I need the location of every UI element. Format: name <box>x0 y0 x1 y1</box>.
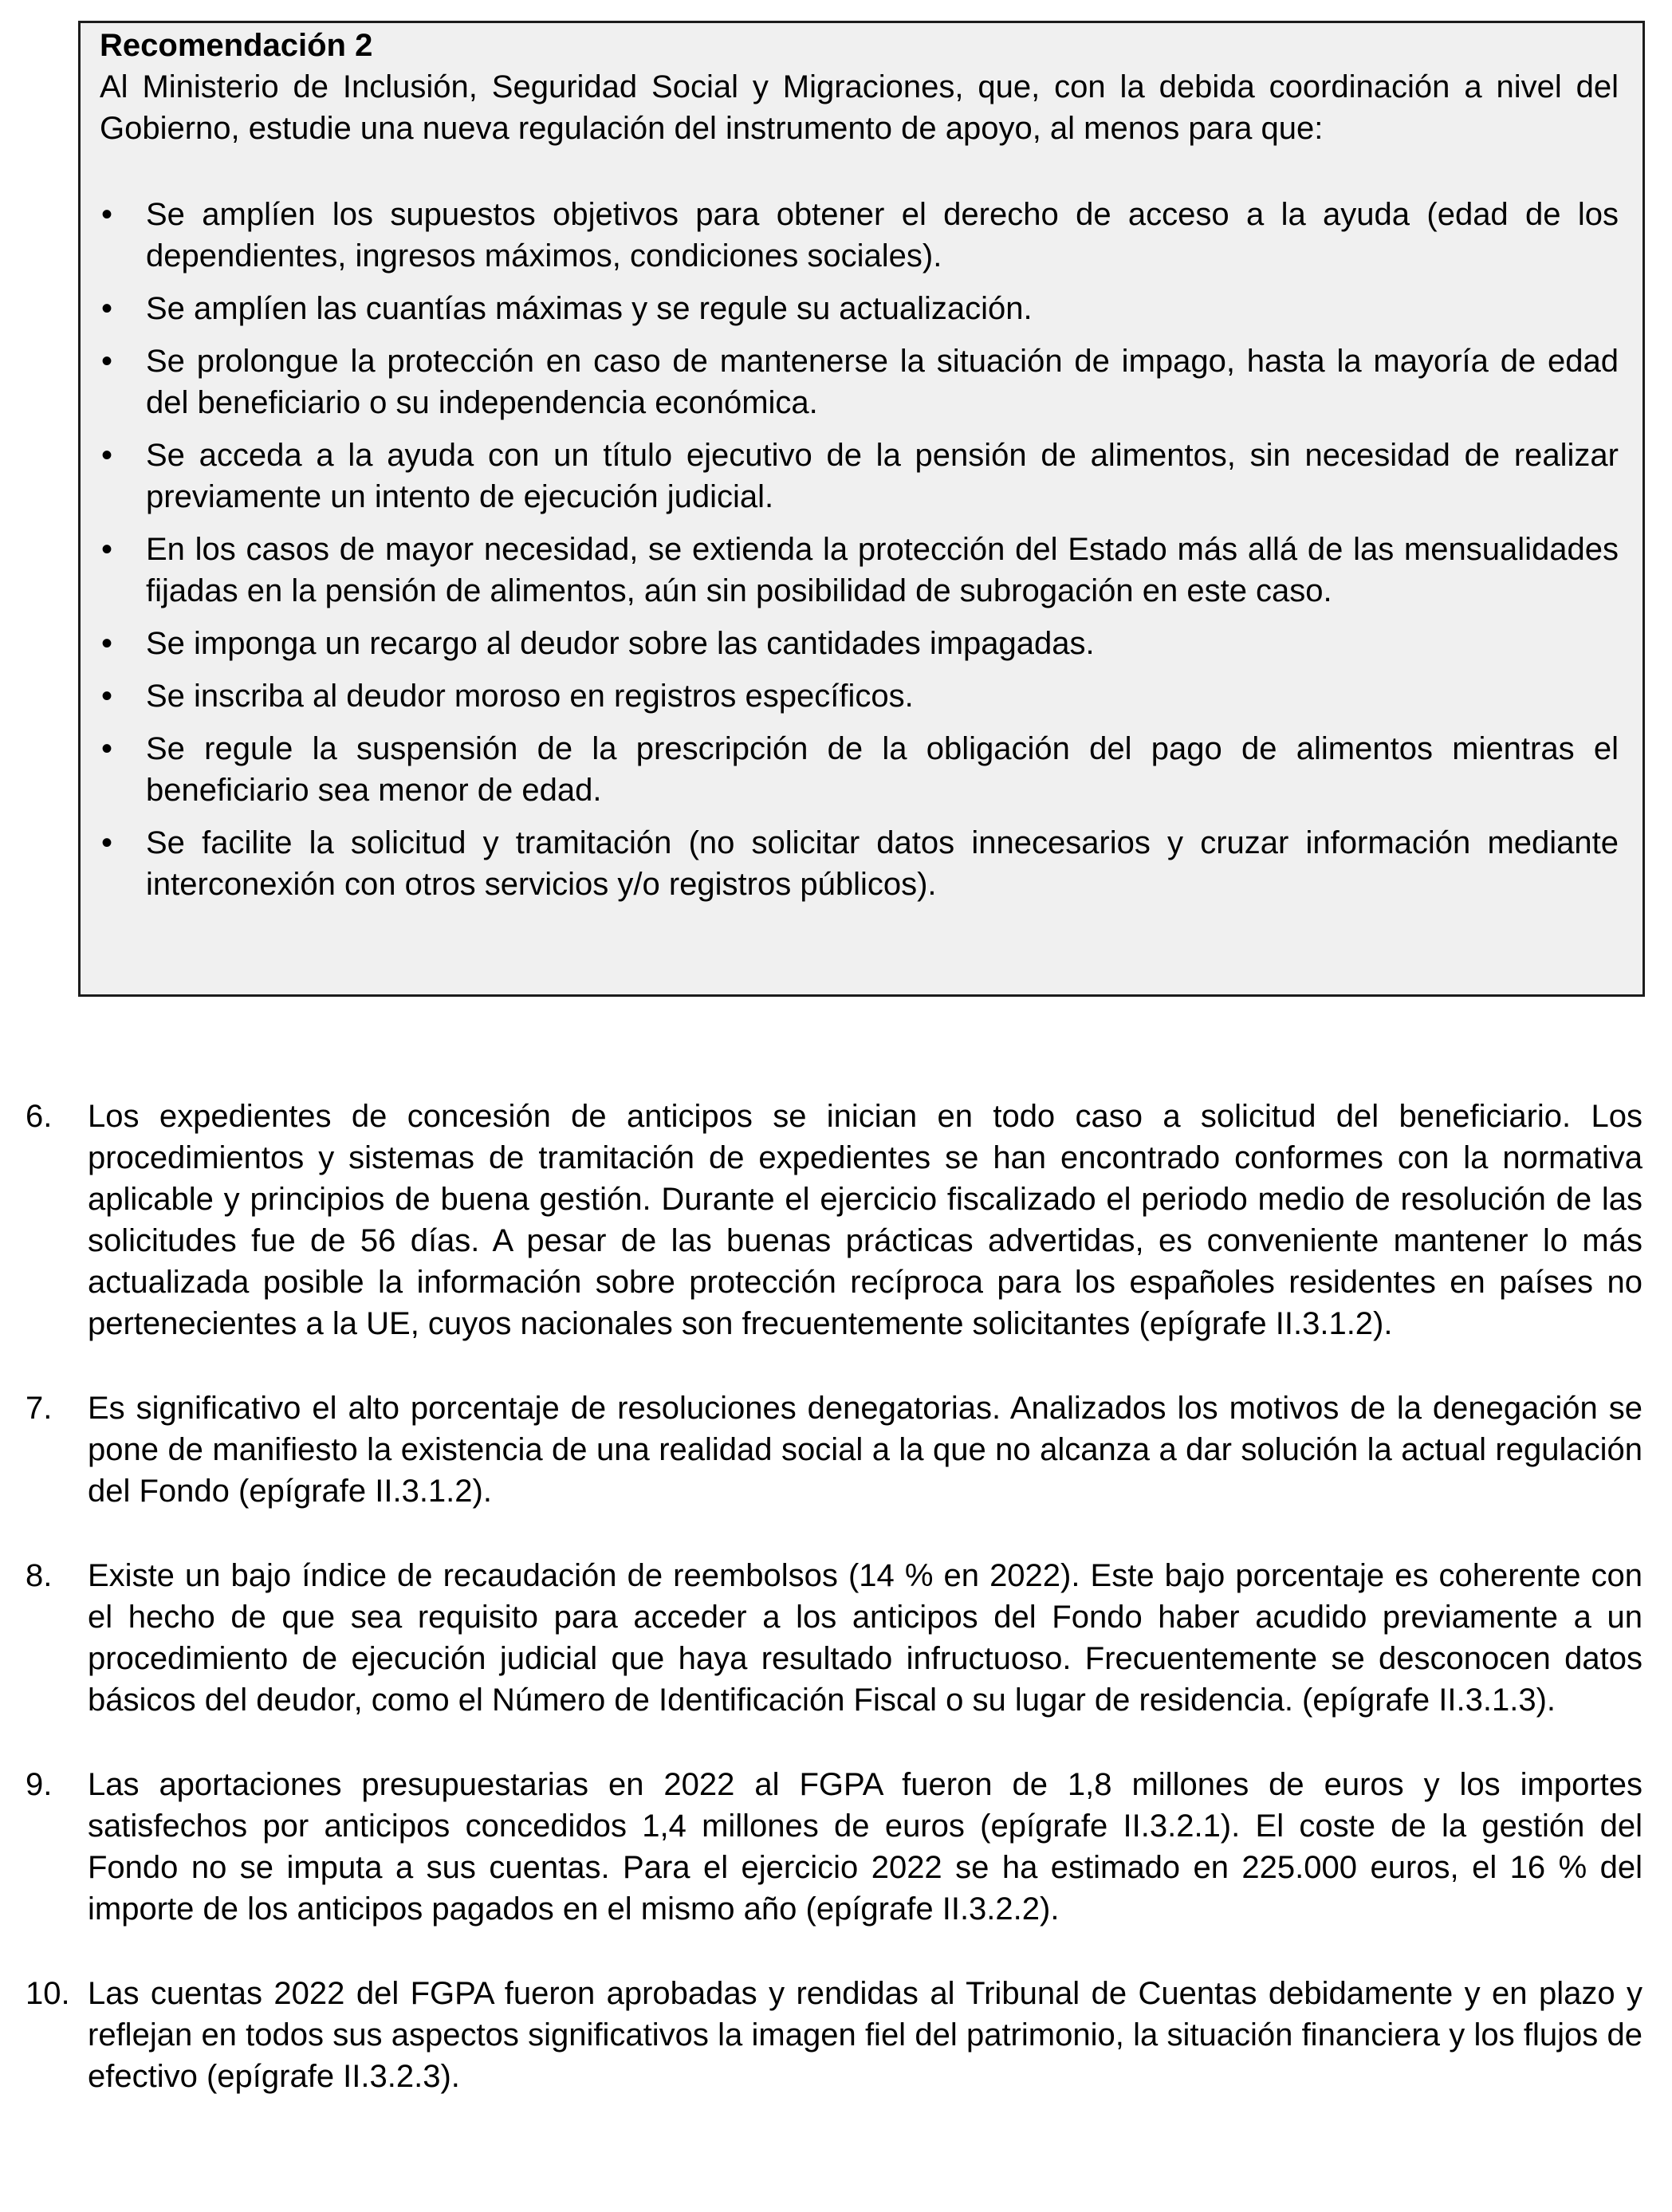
bullet-icon: • <box>101 825 113 860</box>
bullet-text: Se regule la suspensión de la prescripción de la obligación del pago de alimentos mientras el beneficiario sea menor de edad. <box>146 731 1619 808</box>
conclusion-text: Los expedientes de concesión de anticipos se inician en todo caso a solicitud del beneficiario. Los procedimientos y sistemas de tramitación de expedientes se han encontrado conformes con la normativa aplicable y principios de buena gestión. Durante el ejercicio fiscalizado el periodo medio de resolución de las solicitudes fue de 56 días. A pesar de las buenas prácticas advertidas, es conveniente mantener lo más actualizada posible la información sobre protección recíproca para los españoles residentes en países no pertenecientes a la UE, cuyos nacionales son frecuentemente solicitantes (epígrafe II.3.1.2). <box>88 1099 1642 1341</box>
recommendation-intro: Al Ministerio de Inclusión, Seguridad Social y Migraciones, que, con la debida coordinación a nivel del Gobierno, estudie una nueva regulación del instrumento de apoyo, al menos para que: <box>100 69 1619 146</box>
conclusion-number: 7. <box>26 1391 53 1426</box>
recommendation-box <box>78 21 1645 997</box>
recommendation-title: Recomendación 2 <box>100 28 373 63</box>
conclusion-text: Existe un bajo índice de recaudación de reembolsos (14 % en 2022). Este bajo porcentaje es coherente con el hecho de que sea requisito para acceder a los anticipos del Fondo haber acudido previamente a un procedimiento de ejecución judicial que haya resultado infructuoso. Frecuentemente se desconocen datos básicos del deudor, como el Número de Identificación Fiscal o su lugar de residencia. (epígrafe II.3.1.3). <box>88 1558 1642 1718</box>
conclusion-item-7 <box>26 1387 1642 1512</box>
conclusion-item-10 <box>26 1973 1642 2097</box>
bullet-icon: • <box>101 438 113 473</box>
recommendation-bullet <box>100 340 1619 423</box>
recommendation-bullet <box>100 822 1619 905</box>
conclusion-number: 8. <box>26 1558 53 1593</box>
bullet-text: En los casos de mayor necesidad, se extienda la protección del Estado más allá de las mensualidades fijadas en la pensión de alimentos, aún sin posibilidad de subrogación en este caso. <box>146 532 1619 608</box>
conclusion-number: 6. <box>26 1099 53 1134</box>
bullet-text: Se amplíen los supuestos objetivos para obtener el derecho de acceso a la ayuda (edad de los dependientes, ingresos máximos, condiciones sociales). <box>146 197 1619 274</box>
recommendation-bullet <box>100 728 1619 811</box>
recommendation-bullet <box>100 529 1619 612</box>
bullet-text: Se acceda a la ayuda con un título ejecutivo de la pensión de alimentos, sin necesidad de realizar previamente un intento de ejecución judicial. <box>146 438 1619 514</box>
conclusion-text: Las cuentas 2022 del FGPA fueron aprobadas y rendidas al Tribunal de Cuentas debidamente y en plazo y reflejan en todos sus aspectos significativos la imagen fiel del patrimonio, la situación financiera y los flujos de efectivo (epígrafe II.3.2.3). <box>88 1976 1642 2094</box>
bullet-icon: • <box>101 626 113 661</box>
bullet-text: Se imponga un recargo al deudor sobre las cantidades impagadas. <box>146 626 1095 661</box>
bullet-text: Se prolongue la protección en caso de mantenerse la situación de impago, hasta la mayoría de edad del beneficiario o su independencia económica. <box>146 344 1619 420</box>
bullet-text: Se amplíen las cuantías máximas y se regule su actualización. <box>146 291 1033 326</box>
recommendation-bullet <box>100 435 1619 518</box>
conclusion-item-6 <box>26 1096 1642 1344</box>
bullet-icon: • <box>101 532 113 567</box>
conclusions-list <box>26 1096 1642 2097</box>
conclusion-number: 10. <box>26 1976 70 2011</box>
recommendation-bullet <box>100 288 1619 329</box>
bullet-text: Se facilite la solicitud y tramitación (no solicitar datos innecesarios y cruzar información mediante interconexión con otros servicios y/o registros públicos). <box>146 825 1619 902</box>
bullet-text: Se inscriba al deudor moroso en registros específicos. <box>146 679 914 714</box>
conclusion-item-9 <box>26 1764 1642 1930</box>
bullet-icon: • <box>101 197 113 232</box>
bullet-icon: • <box>101 344 113 379</box>
recommendation-bullet <box>100 623 1619 664</box>
bullet-icon: • <box>101 679 113 714</box>
bullet-icon: • <box>101 731 113 766</box>
recommendation-bullet <box>100 194 1619 277</box>
conclusion-text: Es significativo el alto porcentaje de resoluciones denegatorias. Analizados los motivos de la denegación se pone de manifiesto la existencia de una realidad social a la que no alcanza a dar solución la actual regulación del Fondo (epígrafe II.3.1.2). <box>88 1391 1642 1509</box>
conclusion-item-8 <box>26 1555 1642 1721</box>
conclusion-text: Las aportaciones presupuestarias en 2022 al FGPA fueron de 1,8 millones de euros y los importes satisfechos por anticipos concedidos 1,4 millones de euros (epígrafe II.3.2.1). El coste de la gestión del Fondo no se imputa a sus cuentas. Para el ejercicio 2022 se ha estimado en 225.000 euros, el 16 % del importe de los anticipos pagados en el mismo año (epígrafe II.3.2.2). <box>88 1767 1642 1927</box>
bullet-icon: • <box>101 291 113 326</box>
recommendation-bullet-list <box>100 194 1619 905</box>
recommendation-bullet <box>100 675 1619 717</box>
conclusion-number: 9. <box>26 1767 53 1802</box>
